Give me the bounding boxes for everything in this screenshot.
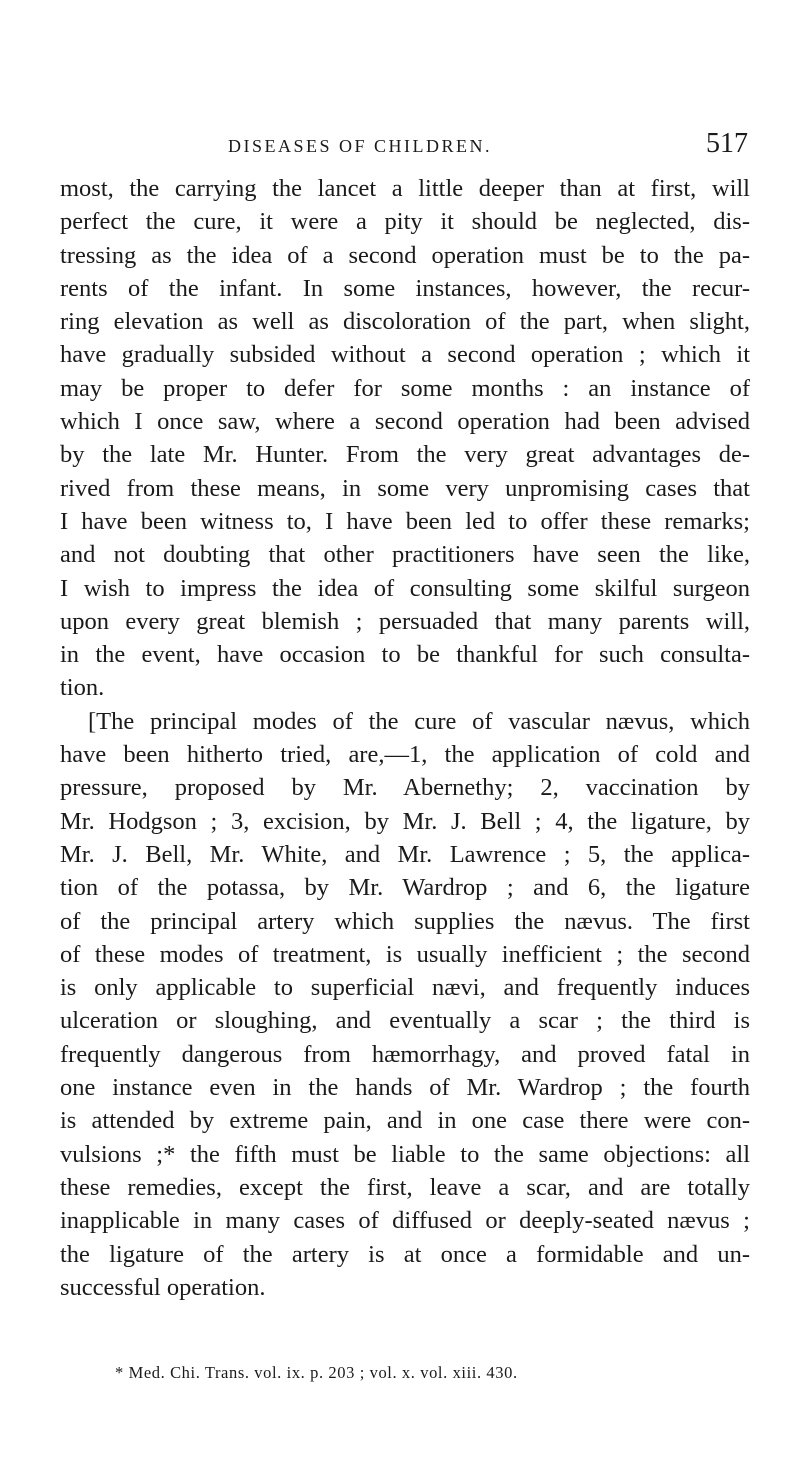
text-line: most, the carrying the lancet a little deeper than at first, will [60,175,750,202]
running-header [228,128,748,168]
text-line: upon every great blemish ; persuaded that many parents will, [60,607,750,635]
text-line: rents of the infant. In some instances, however, the recur- [60,274,750,302]
text-line: ring elevation as well as discoloration of the part, when slight, [60,308,750,336]
text-line: is only applicable to superficial nævi, and frequently induces [60,974,750,1002]
text-line: tressing as the idea of a second operation must be to the pa- [60,241,750,269]
text-line: one instance even in the hands of Mr. Wardrop ; the fourth [60,1074,750,1102]
text-line: by the late Mr. Hunter. From the very great advantages de- [60,441,750,469]
text-line: Mr. J. Bell, Mr. White, and Mr. Lawrence ; 5, the applica- [60,840,750,868]
text-line: tion. [60,674,105,702]
body-text [60,172,750,1304]
text-line: I wish to impress the idea of consulting some skilful surgeon [60,574,750,602]
text-line: vulsions ;* the fifth must be liable to the same objections: all [60,1140,750,1168]
text-line: perfect the cure, it were a pity it should be neglected, dis- [60,208,750,236]
text-line: have gradually subsided without a second operation ; which it [60,341,750,369]
text-line: these remedies, except the first, leave a scar, and are totally [60,1173,750,1201]
text-line: inapplicable in many cases of diffused or deeply-seated nævus ; [60,1207,750,1235]
text-line: which I once saw, where a second operation had been advised [60,408,750,436]
text-line: pressure, proposed by Mr. Abernethy; 2, vaccination by [60,774,750,802]
page-number: 517 [706,128,748,159]
text-line: the ligature of the artery is at once a formidable and un- [60,1240,750,1268]
text-line: rived from these means, in some very unpromising cases that [60,474,750,502]
text-line: of these modes of treatment, is usually inefficient ; the second [60,940,750,968]
text-line: Mr. Hodgson ; 3, excision, by Mr. J. Bell ; 4, the ligature, by [60,807,750,835]
text-line: ulceration or sloughing, and eventually a scar ; the third is [60,1007,750,1035]
footnote: * Med. Chi. Trans. vol. ix. p. 203 ; vol. x. vol. xiii. 430. [115,1363,518,1382]
header-title: DISEASES OF CHILDREN. [228,136,493,156]
text-line: in the event, have occasion to be thankful for such consulta- [60,641,750,669]
text-line: frequently dangerous from hæmorrhagy, and proved fatal in [60,1040,750,1068]
text-line: [The principal modes of the cure of vascular nævus, which [88,707,750,735]
text-line: tion of the potassa, by Mr. Wardrop ; and 6, the ligature [60,874,750,902]
text-line: have been hitherto tried, are,—1, the application of cold and [60,741,750,769]
text-line: of the principal artery which supplies the nævus. The first [60,907,750,935]
text-line: may be proper to defer for some months : an instance of [60,374,750,402]
text-line: and not doubting that other practitioners have seen the like, [60,541,750,569]
text-line: successful operation. [60,1273,266,1301]
text-line: I have been witness to, I have been led to offer these remarks; [60,507,750,535]
text-line: is attended by extreme pain, and in one case there were con- [60,1107,750,1135]
